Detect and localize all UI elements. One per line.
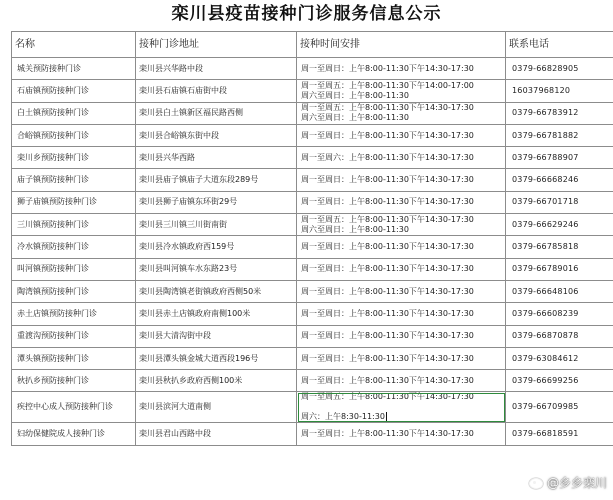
clinic-phone: 0379-66783912 [506, 102, 613, 124]
clinic-schedule [297, 124, 506, 146]
clinic-name: 赤土店镇预防接种门诊 [12, 303, 136, 325]
clinic-address: 栾川县狮子庙镇东环街29号 [136, 191, 297, 213]
clinic-address: 栾川县大清沟街中段 [136, 325, 297, 347]
clinic-address: 栾川县赤土店镇政府南侧100米 [136, 303, 297, 325]
clinic-schedule [297, 236, 506, 258]
clinic-schedule [297, 214, 506, 236]
clinic-name: 三川镇预防接种门诊 [12, 214, 136, 236]
weibo-icon [528, 476, 544, 489]
clinic-name: 石庙镇预防接种门诊 [12, 80, 136, 102]
vaccination-clinic-table [11, 31, 613, 446]
clinic-schedule [297, 58, 506, 80]
table-row [12, 423, 613, 445]
page-title: 栾川县疫苗接种门诊服务信息公示 [171, 4, 442, 24]
schedule-line: 周一至周五：上午8:00-11:30下午14:30-17:30 [301, 392, 474, 402]
schedule-line: 周一至周日：上午8:00-11:30下午14:30-17:30 [301, 429, 474, 439]
text-cursor [386, 412, 387, 421]
schedule-line: 周一至周日：上午8:00-11:30下午14:30-17:30 [301, 175, 474, 185]
clinic-name: 合峪镇预防接种门诊 [12, 124, 136, 146]
clinic-address: 栾川县合峪镇东街中段 [136, 124, 297, 146]
clinic-phone: 0379-66709985 [506, 392, 613, 423]
clinic-address: 栾川县潭头镇金城大道西段196号 [136, 347, 297, 369]
table-row [12, 147, 613, 169]
clinic-name: 陶湾镇预防接种门诊 [12, 280, 136, 302]
schedule-line: 周一至周日：上午8:00-11:30下午14:30-17:30 [301, 242, 474, 252]
clinic-phone: 16037968120 [506, 80, 613, 102]
clinic-phone: 0379-66785818 [506, 236, 613, 258]
clinic-name: 白土镇预防接种门诊 [12, 102, 136, 124]
table-row [12, 347, 613, 369]
clinic-phone: 0379-66701718 [506, 191, 613, 213]
clinic-phone: 0379-66781882 [506, 124, 613, 146]
clinic-schedule [297, 347, 506, 369]
table-row [12, 124, 613, 146]
clinic-address: 栾川县三川镇三川街南街 [136, 214, 297, 236]
clinic-name: 重渡沟预防接种门诊 [12, 325, 136, 347]
clinic-phone: 0379-66789016 [506, 258, 613, 280]
header-address: 接种门诊地址 [136, 32, 297, 58]
table-row [12, 325, 613, 347]
clinic-address: 栾川县白土镇新区福民路西侧 [136, 102, 297, 124]
clinic-name: 妇幼保健院成人接种门诊 [12, 423, 136, 445]
schedule-line: 周一至周六：上午8:00-11:30下午14:30-17:30 [301, 152, 474, 162]
clinic-schedule [297, 80, 506, 102]
schedule-line: 周一至周日：上午8:00-11:30下午14:30-17:30 [301, 353, 474, 363]
clinic-name: 秋扒乡预防接种门诊 [12, 370, 136, 392]
clinic-schedule [297, 102, 506, 124]
schedule-line: 周六：上午8:30-11:30 [301, 412, 385, 422]
clinic-address: 栾川县石庙镇石庙街中段 [136, 80, 297, 102]
header-phone: 联系电话 [506, 32, 613, 58]
clinic-name: 狮子庙镇预防接种门诊 [12, 191, 136, 213]
clinic-schedule [297, 370, 506, 392]
schedule-line: 周六至周日：上午8:00-11:30 [301, 113, 409, 123]
clinic-phone: 0379-66870878 [506, 325, 613, 347]
schedule-line: 周一至周日：上午8:00-11:30下午14:30-17:30 [301, 130, 474, 140]
schedule-line: 周六至周日：上午8:00-11:30 [301, 224, 409, 234]
clinic-address: 栾川县秋扒乡政府西侧100米 [136, 370, 297, 392]
clinic-schedule [297, 423, 506, 445]
schedule-line: 周一至周日：上午8:00-11:30下午14:30-17:30 [301, 331, 474, 341]
clinic-address: 栾川县滨河大道南侧 [136, 392, 297, 423]
schedule-line: 周一至周日：上午8:00-11:30下午14:30-17:30 [301, 63, 474, 73]
clinic-phone: 0379-66818591 [506, 423, 613, 445]
table-row [12, 214, 613, 236]
schedule-line: 周一至周日：上午8:00-11:30下午14:30-17:30 [301, 286, 474, 296]
header-time: 接种时间安排 [297, 32, 506, 58]
clinic-schedule [297, 258, 506, 280]
clinic-name: 叫河镇预防接种门诊 [12, 258, 136, 280]
table-row [12, 58, 613, 80]
clinic-schedule [297, 325, 506, 347]
clinic-address: 栾川县陶湾镇老街镇政府西侧50米 [136, 280, 297, 302]
clinic-address: 栾川县冷水镇政府西159号 [136, 236, 297, 258]
schedule-line: 周一至周五：上午8:00-11:30下午14:30-17:30 [301, 214, 474, 224]
clinic-phone: 0379-63084612 [506, 347, 613, 369]
schedule-line: 周一至周日：上午8:00-11:30下午14:30-17:30 [301, 264, 474, 274]
clinic-phone: 0379-66668246 [506, 169, 613, 191]
clinic-schedule [297, 191, 506, 213]
clinic-name: 潭头镇预防接种门诊 [12, 347, 136, 369]
clinic-phone: 0379-66699256 [506, 370, 613, 392]
clinic-name: 城关预防接种门诊 [12, 58, 136, 80]
clinic-address: 栾川县庙子镇庙子大道东段289号 [136, 169, 297, 191]
clinic-phone: 0379-66788907 [506, 147, 613, 169]
schedule-line: 周一至周日：上午8:00-11:30下午14:30-17:30 [301, 197, 474, 207]
schedule-line: 周六至周日：上午8:00-11:30 [301, 90, 409, 100]
table-row [12, 303, 613, 325]
schedule-line: 周一至周五：上午8:00-11:30下午14:30-17:30 [301, 103, 474, 113]
clinic-name: 庙子镇预防接种门诊 [12, 169, 136, 191]
clinic-schedule [297, 147, 506, 169]
table-row [12, 370, 613, 392]
watermark-text: @乡乡栾川 [546, 476, 607, 490]
clinic-phone: 0379-66608239 [506, 303, 613, 325]
clinic-schedule [297, 303, 506, 325]
schedule-line: 周一至周日：上午8:00-11:30下午14:30-17:30 [301, 308, 474, 318]
table-row [12, 236, 613, 258]
schedule-line: 周一至周日：上午8:00-11:30下午14:30-17:30 [301, 375, 474, 385]
clinic-name: 栾川乡预防接种门诊 [12, 147, 136, 169]
table-row [12, 280, 613, 302]
clinic-name: 冷水镇预防接种门诊 [12, 236, 136, 258]
table-body [12, 58, 613, 446]
table-row [12, 392, 613, 423]
table-row [12, 80, 613, 102]
clinic-name: 疾控中心成人预防接种门诊 [12, 392, 136, 423]
clinic-address: 栾川县兴华路中段 [136, 58, 297, 80]
clinic-phone: 0379-66648106 [506, 280, 613, 302]
table-row [12, 102, 613, 124]
clinic-address: 栾川县兴华西路 [136, 147, 297, 169]
schedule-line: 周一至周五：上午8:00-11:30下午14:00-17:00 [301, 80, 474, 90]
header-name: 名称 [12, 32, 136, 58]
table-row [12, 191, 613, 213]
clinic-address: 栾川县叫河镇车水东路23号 [136, 258, 297, 280]
table-row [12, 258, 613, 280]
clinic-schedule[interactable] [297, 392, 506, 423]
watermark [528, 474, 607, 491]
clinic-schedule [297, 169, 506, 191]
clinic-phone: 0379-66828905 [506, 58, 613, 80]
table-row [12, 169, 613, 191]
clinic-address: 栾川县君山西路中段 [136, 423, 297, 445]
clinic-schedule [297, 280, 506, 302]
table-header-row [12, 32, 613, 58]
clinic-phone: 0379-66629246 [506, 214, 613, 236]
